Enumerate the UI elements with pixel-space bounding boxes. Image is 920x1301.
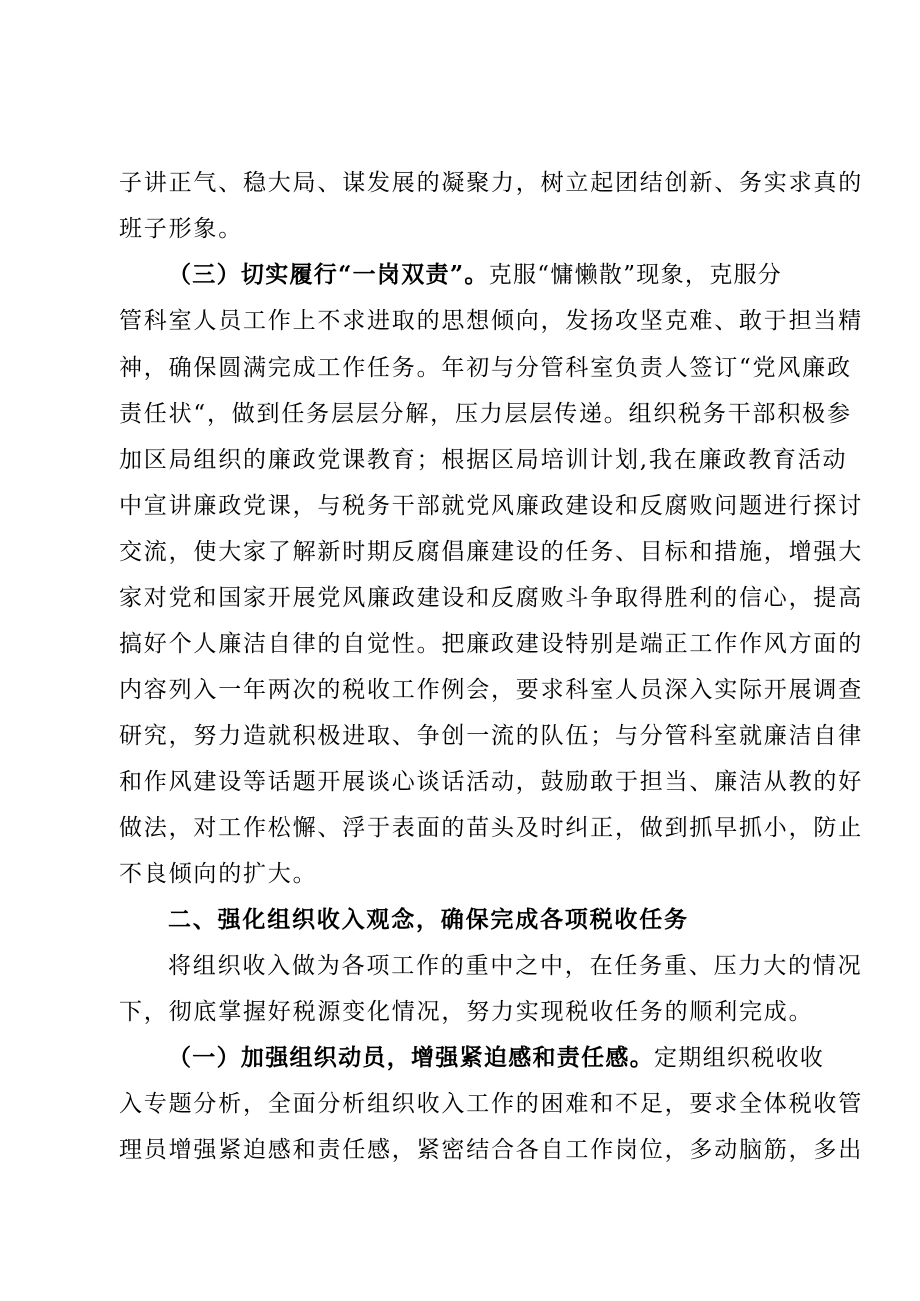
line-text: 将组织收入做为各项工作的重中之中，在任务重、压力大的情况	[168, 953, 863, 979]
line-text: 中宣讲廉政党课，与税务干部就党风廉政建设和反腐败问题进行探讨	[119, 493, 863, 519]
text-line	[0, 399, 920, 429]
line-text: 下，彻底掌握好税源变化情况，努力实现税收任务的顺利完成。	[119, 999, 814, 1025]
heading-1-text: 定期组织税收收	[654, 1045, 825, 1071]
line-text: 入专题分析，全面分析组织收入工作的困难和不足，要求全体税收管	[119, 1091, 863, 1117]
text-line	[0, 997, 920, 1027]
heading-3-text: 克服“慵懒散”现象，克服分	[488, 262, 783, 288]
text-line	[0, 353, 920, 383]
text-line	[0, 214, 920, 244]
line-text: 管科室人员工作上不求进取的思想倾向，发扬攻坚克难、敢于担当精	[119, 308, 863, 334]
text-line	[0, 675, 920, 705]
text-line	[0, 951, 920, 981]
section-heading-3	[0, 260, 920, 290]
line-text: 搞好个人廉洁自律的自觉性。把廉政建设特别是端正工作作风方面的	[119, 631, 863, 657]
text-line	[0, 306, 920, 336]
line-text: 研究，努力造就积极进取、争创一流的队伍；与分管科室就廉洁自律	[119, 723, 863, 749]
line-text: 交流，使大家了解新时期反腐倡廉建设的任务、目标和措施，增强大	[119, 539, 863, 565]
line-text: 子讲正气、稳大局、谋发展的凝聚力，树立起团结创新、务实求真的	[119, 170, 863, 196]
text-line	[0, 583, 920, 613]
line-text: 做法，对工作松懈、浮于表面的苗头及时纠正，做到抓早抓小，防止	[119, 815, 863, 841]
line-text: 加区局组织的廉政党课教育；根据区局培训计划,我在廉政教育活动	[119, 447, 848, 473]
text-line	[0, 1089, 920, 1119]
text-line	[0, 767, 920, 797]
line-text: 理员增强紧迫感和责任感，紧密结合各自工作岗位，多动脑筋，多出	[119, 1137, 863, 1163]
section-heading-2	[0, 905, 920, 935]
heading-1-bold: （一）加强组织动员，增强紧迫感和责任感。	[168, 1044, 654, 1071]
line-text: 和作风建设等话题开展谈心谈话活动，鼓励敢于担当、廉洁从教的好	[119, 769, 863, 795]
text-line	[0, 721, 920, 751]
heading-2-text: 二、强化组织收入观念，确保完成各项税收任务	[168, 906, 689, 933]
text-line	[0, 445, 920, 475]
text-line	[0, 629, 920, 659]
line-text: 内容列入一年两次的税收工作例会，要求科室人员深入实际开展调查	[119, 677, 863, 703]
heading-3-bold: （三）切实履行“一岗双责”。	[168, 261, 489, 288]
text-line	[0, 168, 920, 198]
line-text: 神，确保圆满完成工作任务。年初与分管科室负责人签订“党风廉政	[119, 355, 852, 381]
text-line	[0, 1135, 920, 1165]
text-line	[0, 813, 920, 843]
line-text: 责任状“，做到任务层层分解，压力层层传递。组织税务干部积极参	[119, 401, 852, 427]
line-text: 家对党和国家开展党风廉政建设和反腐败斗争取得胜利的信心，提高	[119, 585, 863, 611]
line-text: 班子形象。	[119, 216, 243, 242]
section-heading-1	[0, 1043, 920, 1073]
line-text: 不良倾向的扩大。	[119, 861, 318, 887]
text-line	[0, 537, 920, 567]
text-line	[0, 859, 920, 889]
text-line	[0, 491, 920, 521]
